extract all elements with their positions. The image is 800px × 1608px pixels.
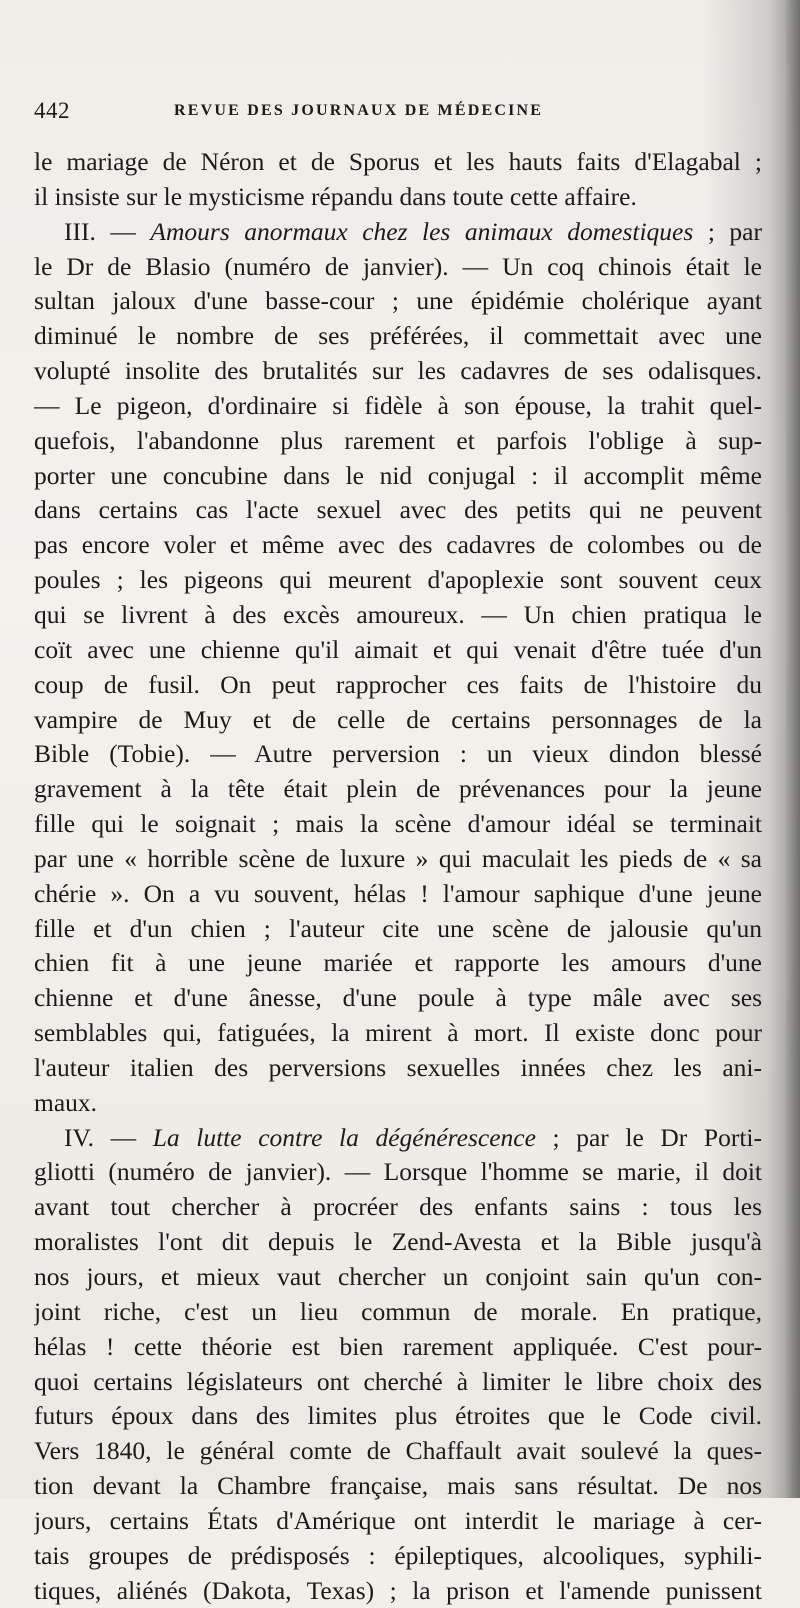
text-line: par une « horrible scène de luxure » qui maculait les pieds de « sa [34, 843, 762, 873]
section-heading-line: III. — Amours anormaux chez les animaux domestiques ; par [64, 216, 762, 246]
text-line: l'auteur italien des perversions sexuelles innées chez les ani- [34, 1052, 762, 1082]
text-line: semblables qui, fatiguées, la mirent à mort. Il existe donc pour [34, 1018, 762, 1048]
body-text [34, 145, 762, 1608]
text-line: nos jours, et mieux vaut chercher un conjoint sain qu'un con- [34, 1262, 762, 1291]
page-number: 442 [34, 98, 70, 123]
text-line: qui se livrent à des excès amoureux. — Un chien pratiqua le [34, 599, 762, 629]
text-line: volupté insolite des brutalités sur les cadavres de ses odalisques. [34, 356, 762, 386]
text-line: gliotti (numéro de janvier). — Lorsque l'homme se marie, il doit [34, 1157, 762, 1187]
page-header [34, 98, 764, 128]
text-line: chérie ». On a vu souvent, hélas ! l'amour saphique d'une jeune [34, 878, 762, 908]
text-line: pas encore voler et même avec des cadavres de colombes ou de [34, 530, 762, 560]
text-line: vampire de Muy et de celle de certains personnages de la [34, 704, 762, 734]
text-line: quefois, l'abandonne plus rarement et parfois l'oblige à sup- [34, 425, 762, 455]
running-title: REVUE DES JOURNAUX DE MÉDECINE [174, 102, 544, 119]
text-line: Vers 1840, le général comte de Chaffault avait soulevé la ques- [34, 1436, 762, 1466]
text-line: porter une concubine dans le nid conjugal : il accomplit même [34, 460, 762, 490]
section-heading-line: IV. — La lutte contre la dégénérescence ; par le Dr Porti- [64, 1122, 762, 1152]
text-line: maux. [34, 1087, 98, 1117]
text-line: coït avec une chienne qu'il aimait et qui venait d'être tuée d'un [34, 634, 762, 664]
text-line: dans certains cas l'acte sexuel avec des petits qui ne peuvent [34, 495, 762, 525]
text-line: il insiste sur le mysticisme répandu dans toute cette affaire. [34, 181, 637, 211]
text-line: chienne et d'une ânesse, d'une poule à type mâle avec ses [34, 983, 762, 1013]
text-line: hélas ! cette théorie est bien rarement appliquée. C'est pour- [34, 1331, 762, 1361]
text-line: Bible (Tobie). — Autre perversion : un vieux dindon blessé [34, 739, 762, 769]
text-line: quoi certains législateurs ont cherché à limiter le libre choix des [34, 1366, 762, 1396]
text-line: tion devant la Chambre française, mais sans résultat. De nos [34, 1471, 762, 1501]
text-line: sultan jaloux d'une basse-cour ; une épidémie cholérique ayant [34, 286, 762, 316]
text-line: chien fit à une jeune mariée et rapporte les amours d'une [34, 948, 762, 978]
text-line: avant tout chercher à procréer des enfants sains : tous les [34, 1192, 762, 1222]
text-line: poules ; les pigeons qui meurent d'apoplexie sont souvent ceux [34, 565, 762, 595]
text-line: le Dr de Blasio (numéro de janvier). — Un coq chinois était le [34, 251, 762, 281]
text-line: tiques, aliénés (Dakota, Texas) ; la prison et l'amende punissent [34, 1575, 762, 1605]
text-line: gravement à la tête était plein de prévenances pour la jeune [34, 774, 762, 804]
text-line: diminué le nombre de ses préférées, il commettait avec une [34, 321, 762, 351]
text-line: fille et d'un chien ; l'auteur cite une scène de jalousie qu'un [34, 913, 762, 943]
text-line: joint riche, c'est un lieu commun de morale. En pratique, [34, 1296, 762, 1326]
text-line: jours, certains États d'Amérique ont interdit le mariage à cer- [34, 1505, 762, 1535]
text-line: futurs époux dans des limites plus étroites que le Code civil. [34, 1401, 762, 1431]
text-line: le mariage de Néron et de Sporus et les hauts faits d'Elagabal ; [34, 147, 762, 176]
text-line: moralistes l'ont dit depuis le Zend-Avesta et la Bible jusqu'à [34, 1227, 762, 1257]
page-edge-shadow [786, 0, 800, 1498]
text-line: — Le pigeon, d'ordinaire si fidèle à son épouse, la trahit quel- [34, 390, 762, 420]
text-line: tais groupes de prédisposés : épileptiques, alcooliques, syphili- [34, 1540, 762, 1570]
text-line: coup de fusil. On peut rapprocher ces faits de l'histoire du [34, 669, 762, 699]
text-line: fille qui le soignait ; mais la scène d'amour idéal se terminait [34, 809, 762, 839]
